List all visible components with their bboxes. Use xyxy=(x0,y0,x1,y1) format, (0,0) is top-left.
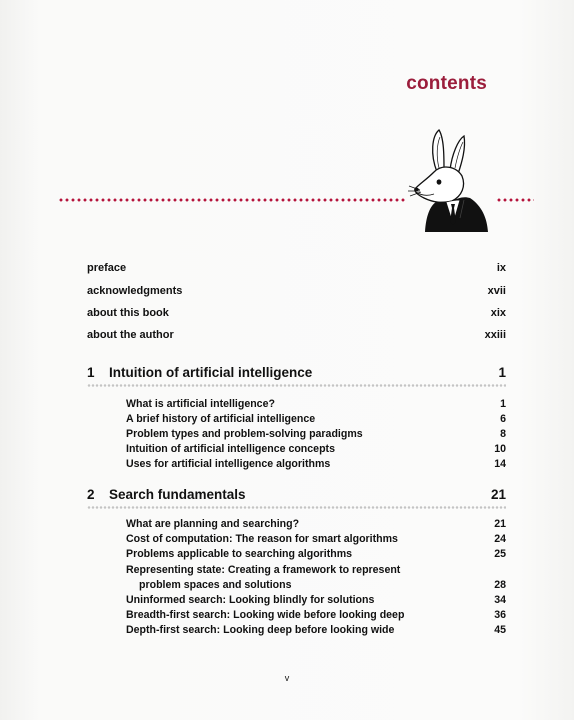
entry-title: about this book xyxy=(87,307,169,319)
section-page: 8 xyxy=(500,428,506,440)
toc-section[interactable] xyxy=(126,517,506,531)
toc-section[interactable] xyxy=(126,532,506,546)
section-page: 34 xyxy=(494,594,506,606)
toc-entry-acknowledgments[interactable] xyxy=(87,283,506,299)
toc-section[interactable] xyxy=(126,608,506,622)
chapter-title: Intuition of artificial intelligence xyxy=(109,364,313,380)
chapter-divider xyxy=(87,384,506,387)
section-page: 6 xyxy=(500,413,506,425)
entry-title: acknowledgments xyxy=(87,285,183,297)
toc-entry-preface[interactable] xyxy=(87,260,506,276)
entry-page: xvii xyxy=(487,285,506,297)
chapter-page: 21 xyxy=(490,486,506,502)
toc-section[interactable] xyxy=(126,442,506,456)
toc-entry-about-the-author[interactable] xyxy=(87,327,506,343)
section-page: 45 xyxy=(494,624,506,636)
toc-section[interactable] xyxy=(126,457,506,471)
chapter-number: 2 xyxy=(87,486,95,502)
chapter-1-heading[interactable] xyxy=(87,363,506,381)
section-title: Breadth-first search: Looking wide before looking deep xyxy=(126,609,405,621)
toc-section[interactable] xyxy=(126,547,506,561)
entry-page: xix xyxy=(490,307,506,319)
section-title: A brief history of artificial intelligence xyxy=(126,413,316,425)
section-page: 10 xyxy=(494,443,506,455)
toc-section[interactable] xyxy=(126,563,506,577)
section-title: Problem types and problem-solving paradigms xyxy=(126,428,363,440)
section-title: Representing state: Creating a framework to represent xyxy=(126,564,401,576)
section-title: Cost of computation: The reason for smart algorithms xyxy=(126,533,398,545)
rabbit-in-suit-icon xyxy=(406,128,496,232)
section-title: Uses for artificial intelligence algorithms xyxy=(126,458,331,470)
toc-section[interactable] xyxy=(126,593,506,607)
chapter-2-heading[interactable] xyxy=(87,485,506,503)
section-page: 24 xyxy=(494,533,506,545)
section-page: 36 xyxy=(494,609,506,621)
page-title: contents xyxy=(406,73,487,94)
entry-page: ix xyxy=(496,262,506,274)
page-number: v xyxy=(284,673,290,683)
toc-section[interactable] xyxy=(126,397,506,411)
section-title: Uninformed search: Looking blindly for solutions xyxy=(126,594,375,606)
section-title: Problems applicable to searching algorithms xyxy=(126,548,353,560)
toc-section-continuation[interactable] xyxy=(139,578,506,592)
section-page: 14 xyxy=(494,458,506,470)
toc-section[interactable] xyxy=(126,427,506,441)
section-title: problem spaces and solutions xyxy=(139,579,292,591)
section-page: 1 xyxy=(500,398,506,410)
chapter-number: 1 xyxy=(87,364,95,380)
entry-page: xxiii xyxy=(484,329,506,341)
chapter-divider xyxy=(87,506,506,509)
section-title: What is artificial intelligence? xyxy=(126,398,275,410)
section-title: What are planning and searching? xyxy=(126,518,300,530)
toc-section[interactable] xyxy=(126,412,506,426)
entry-title: preface xyxy=(87,262,127,274)
chapter-title: Search fundamentals xyxy=(109,486,246,502)
section-page: 25 xyxy=(494,548,506,560)
toc-entry-about-this-book[interactable] xyxy=(87,305,506,321)
entry-title: about the author xyxy=(87,329,174,341)
section-page: 21 xyxy=(494,518,506,530)
section-title: Depth-first search: Looking deep before looking wide xyxy=(126,624,395,636)
section-page: 28 xyxy=(494,579,506,591)
section-title: Intuition of artificial intelligence concepts xyxy=(126,443,335,455)
chapter-page: 1 xyxy=(498,364,506,380)
toc-section[interactable] xyxy=(126,623,506,637)
